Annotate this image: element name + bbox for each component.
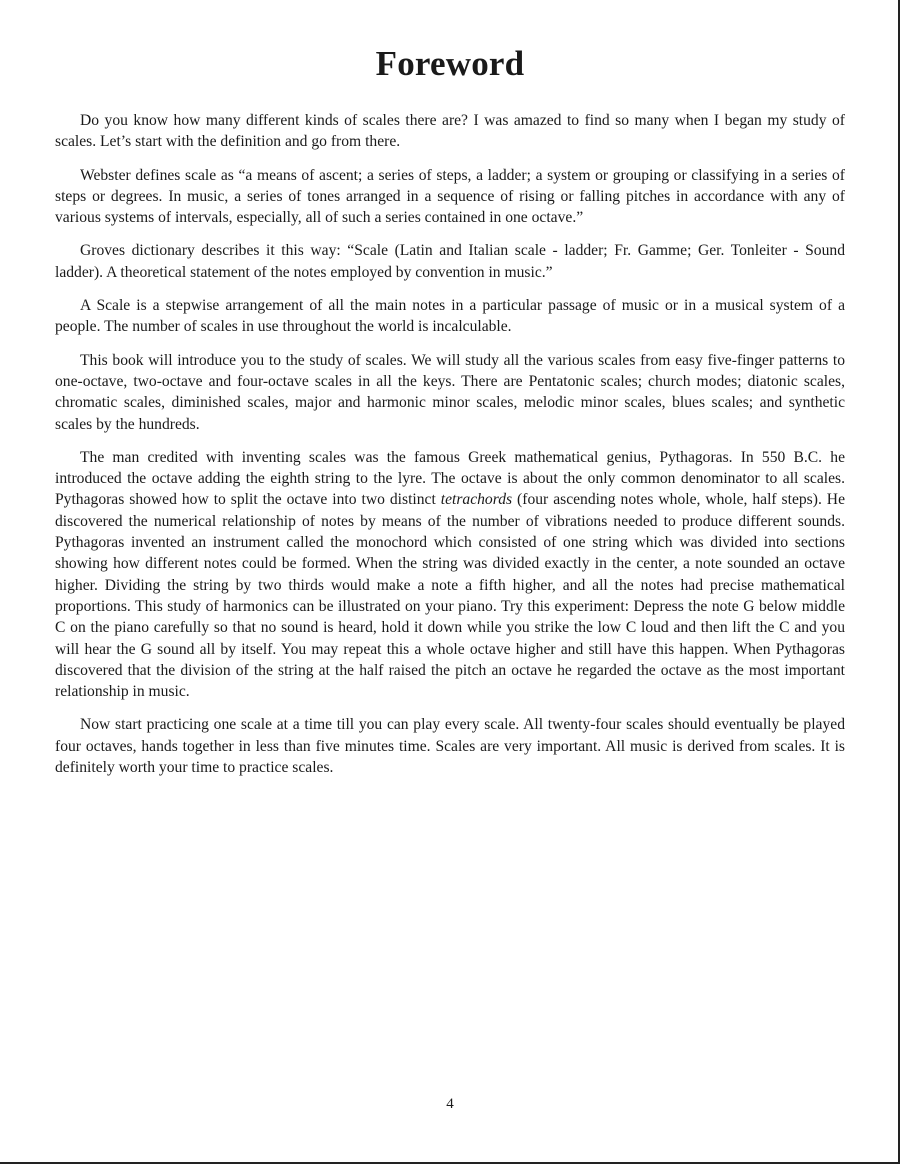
- paragraph-2: Webster defines scale as “a means of ascent; a series of steps, a ladder; a system or grouping or classifying in a series of steps or degrees. In music, a series of tones arranged in a sequence of rising or falling pitches in accordance with any of various systems of intervals, especially, all of such a series contained in one octave.”: [55, 166, 845, 227]
- paragraph-7: Now start practicing one scale at a time till you can play every scale. All twenty-four scales should eventually be played four octaves, hands together in less than five minutes time. Scales are very important. All music is derived from scales. It is definitely worth your time to practice scales.: [55, 716, 845, 777]
- paragraph-4: A Scale is a stepwise arrangement of all the main notes in a particular passage of music or in a musical system of a people. The number of scales in use throughout the world is incalculable.: [55, 297, 845, 336]
- paragraph-6-text-before: The man credited with inventing scales was the famous Greek mathematical genius, Pythagoras. In 550 B.C. he introduced the octave adding the eighth string to the lyre. The octave is about the only common denominator to all scales. Pythagoras showed how to split the octave into two distinct: [55, 448, 845, 509]
- page-title: Foreword: [375, 44, 525, 83]
- foreword-body: [55, 110, 845, 790]
- paragraph-6-text-after: (four ascending notes whole, whole, half steps). He discovered the numerical relationship of notes by means of the number of vibrations needed to produce different sounds. Pythagoras invented an instrument called the monochord which consisted of one string which was divided into sections showing how different notes could be formed. When the string was divided exactly in the center, a note sounded an octave higher. Dividing the string by two thirds would make a note a fifth higher, and all the notes had precise mathematical proportions. This study of harmonics can be illustrated on your piano. Try this experiment: Depress the note G below middle C on the piano carefully so that no sound is heard, hold it down while you strike the low C loud and then lift the C and you will hear the G sound all by itself. You may repeat this a whole octave higher and still have this happen. When Pythagoras discovered that the division of the string at the half raised the pitch an octave he regarded the octave as the most important relationship in music.: [55, 491, 845, 701]
- paragraph-1: Do you know how many different kinds of scales there are? I was amazed to find so many when I began my study of scales. Let’s start with the definition and go from there.: [55, 112, 845, 151]
- paragraph-5: This book will introduce you to the study of scales. We will study all the various scales from easy five-finger patterns to one-octave, two-octave and four-octave scales in all the keys. There are Pentatonic scales; church modes; diatonic scales, chromatic scales, diminished scales, major and harmonic minor scales, melodic minor scales, blues scales; and synthetic scales by the hundreds.: [55, 351, 845, 433]
- page-number: 4: [446, 1096, 454, 1112]
- paragraph-6-emphasis: tetrachords: [440, 491, 513, 509]
- paragraph-6: [55, 447, 845, 703]
- paragraph-3: Groves dictionary describes it this way: “Scale (Latin and Italian scale - ladder; Fr. Gamme; Ger. Tonleiter - Sound ladder). A theoretical statement of the notes employed by convention in music.”: [55, 242, 845, 281]
